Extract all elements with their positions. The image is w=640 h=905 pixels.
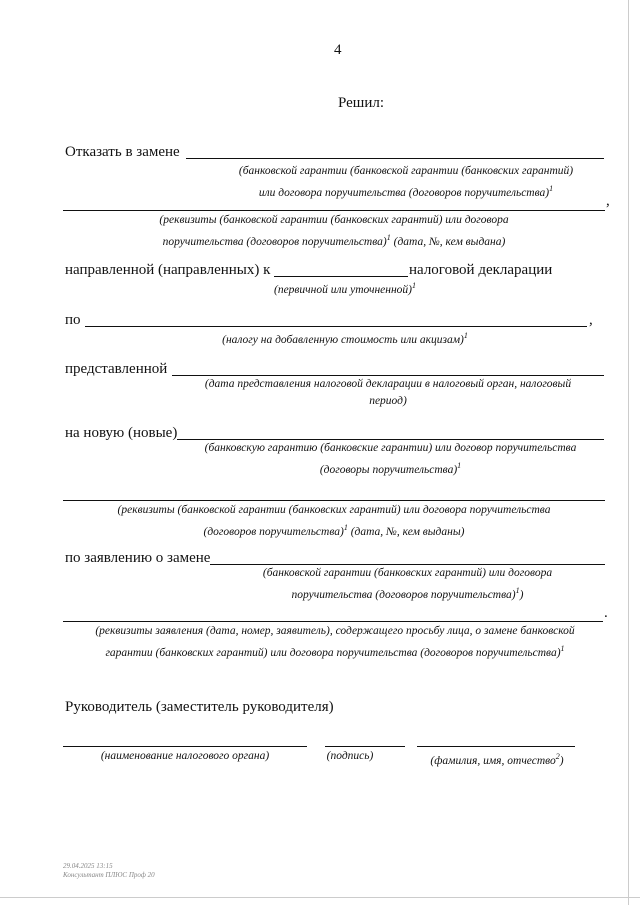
new-hint: (банковскую гарантию (банковские гарантии) или договор поручительства (договоры поручительства)$^1$ xyxy=(204,442,577,476)
page-edge-right xyxy=(628,0,629,905)
signature-hint: (подпись) xyxy=(326,750,374,762)
page-edge-bottom xyxy=(0,897,640,898)
submitted-hint: (дата представления налоговой декларации в налоговый орган, налоговый период) xyxy=(204,378,572,407)
signature-blank-line xyxy=(325,746,405,747)
details-comma: , xyxy=(606,193,610,209)
submitted-label: представленной xyxy=(65,361,168,377)
tax-hint: (налогу на добавленную стоимость или акцизам)$^1$ xyxy=(222,331,468,346)
footer-stamp: 29.04.2025 13:15 Консультант ПЛЮС Проф 20 xyxy=(63,862,155,879)
name-blank-line xyxy=(417,746,575,747)
tax-comma: , xyxy=(589,312,593,328)
head-label: Руководитель (заместитель руководителя) xyxy=(65,699,334,715)
refuse-label: Отказать в замене xyxy=(65,144,180,160)
sent-label-2: налоговой декларации xyxy=(409,262,553,278)
app-details-blank-line xyxy=(63,621,603,622)
new-details-hint: (реквизиты (банковской гарантии (банковских гарантий) или договора поручительства (договоров поручительства)$^1$ (дата, №, кем выданы) xyxy=(117,504,551,538)
details-hint: (реквизиты (банковской гарантии (банковских гарантий) или договора поручительства (договоров поручительства)$^1$ (дата, №, кем выдана) xyxy=(159,214,509,248)
application-hint: (банковской гарантии (банковских гарантий) или договора поручительства (договоров поручительства)$^1$) xyxy=(262,567,553,601)
org-blank-line xyxy=(63,746,307,747)
refuse-blank-line xyxy=(186,158,604,159)
details-blank-line xyxy=(63,210,605,211)
new-label: на новую (новые) xyxy=(65,425,178,441)
sent-label: направленной (направленных) к xyxy=(65,262,271,278)
refuse-hint: (банковской гарантии (банковской гарантии (банковских гарантий) или договора поручительства (договоров поручительства)$^1$ xyxy=(238,165,574,199)
org-hint: (наименование налогового органа) xyxy=(100,750,270,762)
decision-heading: Решил: xyxy=(338,95,385,111)
app-details-dot: . xyxy=(604,605,608,621)
name-hint: (фамилия, имя, отчество$^2$) xyxy=(430,752,564,767)
app-details-hint: (реквизиты заявления (дата, номер, заявитель), содержащего просьбу лица, о замене банковской гарантии (банковских гарантий) или договора поручительства (договоров поручительства)$^1$ xyxy=(95,625,575,659)
page-number: 4 xyxy=(334,42,342,58)
application-label: по заявлению о замене xyxy=(65,550,211,566)
new-details-blank-line xyxy=(63,500,605,501)
tax-label: по xyxy=(65,312,81,328)
sent-hint: (первичной или уточненной)$^1$ xyxy=(273,281,417,296)
